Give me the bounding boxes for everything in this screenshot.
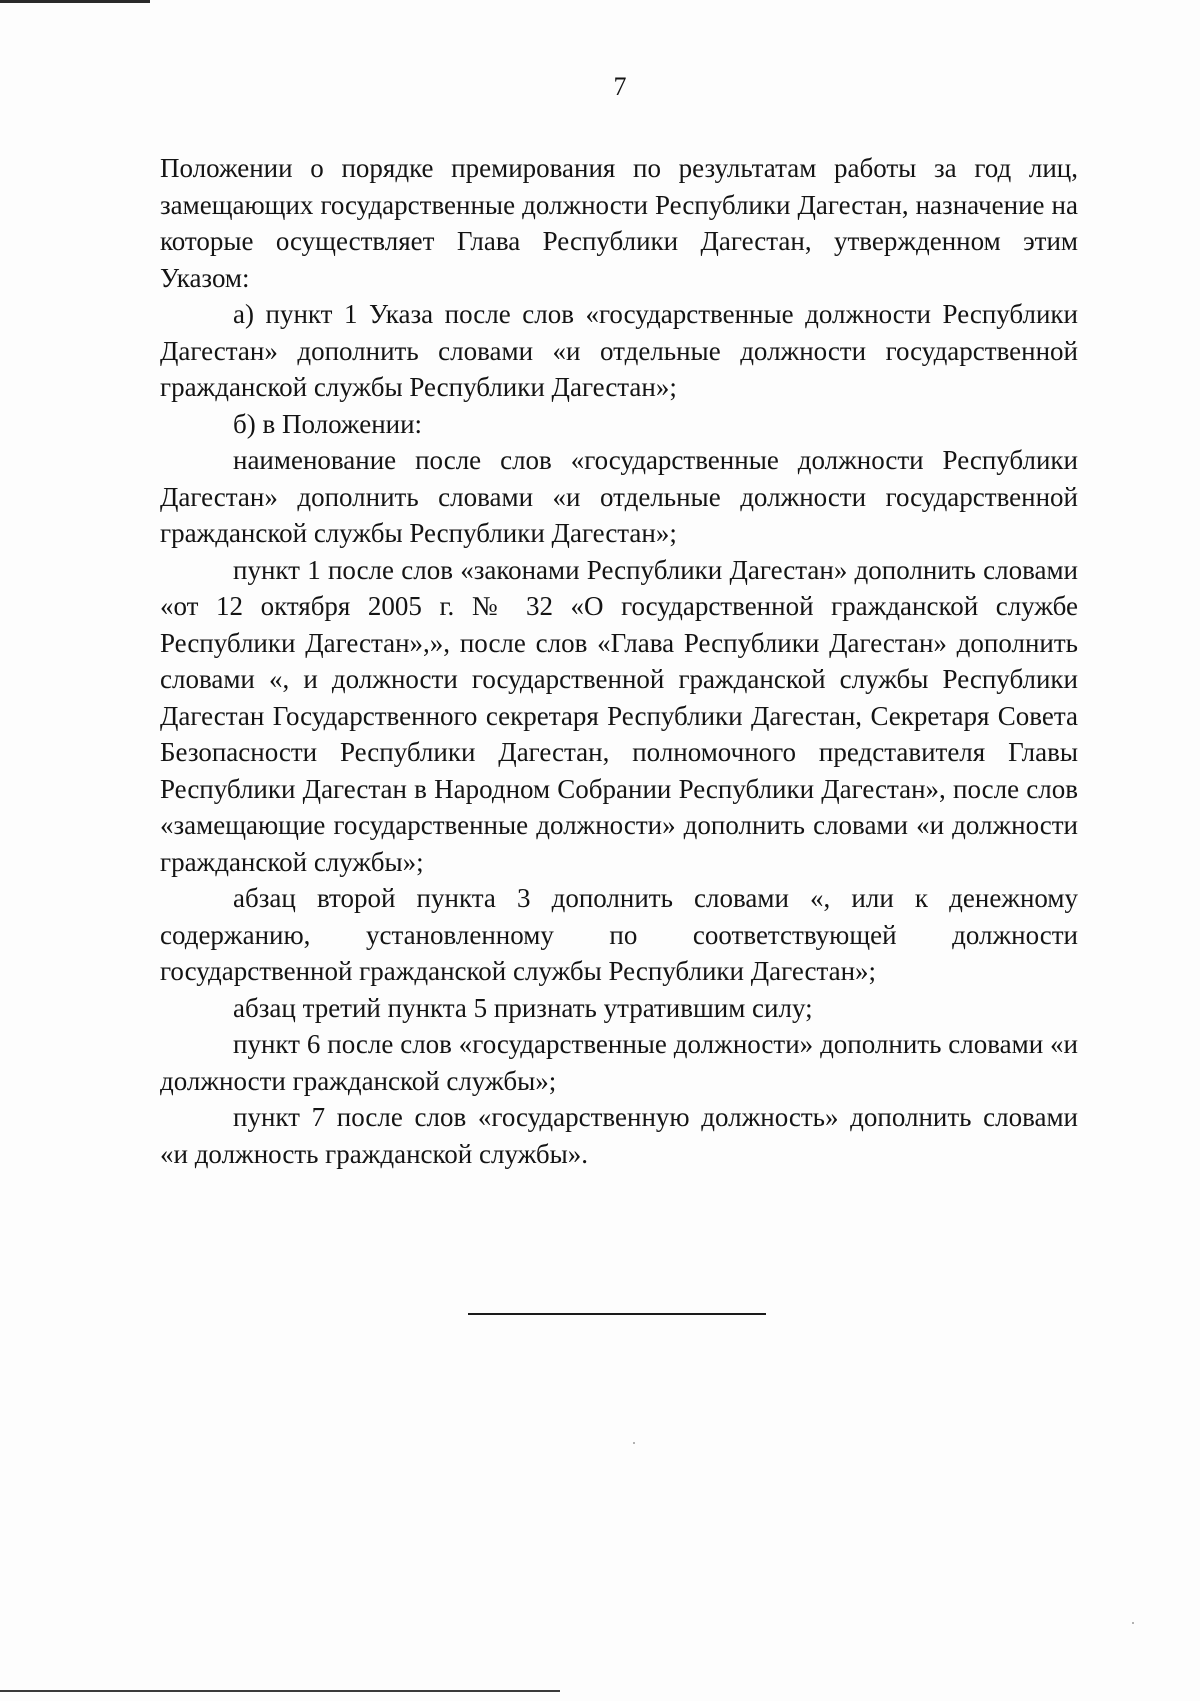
paragraph-name-amendment: наименование после слов «государственные должности Республики Дагестан» дополнить словами «и отдельные должности государственной гражданской службы Республики Дагестан»;: [160, 445, 1078, 548]
scan-speck: [1132, 1622, 1134, 1624]
paragraph-point-7-amendment: пункт 7 после слов «государственную должность» дополнить словами «и должность гражданской службы».: [160, 1102, 1078, 1169]
scan-speck: [633, 1442, 635, 1444]
paragraph-point-6-amendment: пункт 6 после слов «государственные должности» дополнить словами «и должности гражданской службы»;: [160, 1029, 1078, 1096]
scan-edge-mark-top: [0, 0, 150, 3]
scan-edge-mark-bottom: [0, 1690, 560, 1692]
end-of-text-rule: [468, 1313, 766, 1315]
paragraph-point-3-amendment: абзац второй пункта 3 дополнить словами «, или к денежному содержанию, установленному по соответствующей должности государственной гражданской службы Республики Дагестан»;: [160, 883, 1078, 986]
document-body: [160, 150, 1078, 1172]
paragraph-point-1-amendment: пункт 1 после слов «законами Республики Дагестан» дополнить словами «от 12 октября 2005 г. № 32 «О государственной гражданской службе Республики Дагестан»,», после слов «Глава Республики Дагестан» дополнить словами «, и должности государственной гражданской службы Республики Дагестан Государственного секретаря Республики Дагестан, Секретаря Совета Безопасности Республики Дагестан, полномочного представителя Главы Республики Дагестан в Народном Собрании Республики Дагестан», после слов «замещающие государственные должности» дополнить словами «и должности гражданской службы»;: [160, 554, 1078, 877]
paragraph-intro: Положении о порядке премирования по результатам работы за год лиц, замещающих государственные должности Республики Дагестан, назначение на которые осуществляет Глава Республики Дагестан, утвержденном этим Указом:: [160, 153, 1078, 293]
page-number: 7: [613, 72, 627, 101]
paragraph-point-5-amendment: абзац третий пункта 5 признать утратившим силу;: [233, 992, 813, 1023]
paragraph-item-b: б) в Положении:: [233, 408, 423, 439]
paragraph-item-a: а) пункт 1 Указа после слов «государственные должности Республики Дагестан» дополнить словами «и отдельные должности государственной гражданской службы Республики Дагестан»;: [160, 299, 1078, 402]
